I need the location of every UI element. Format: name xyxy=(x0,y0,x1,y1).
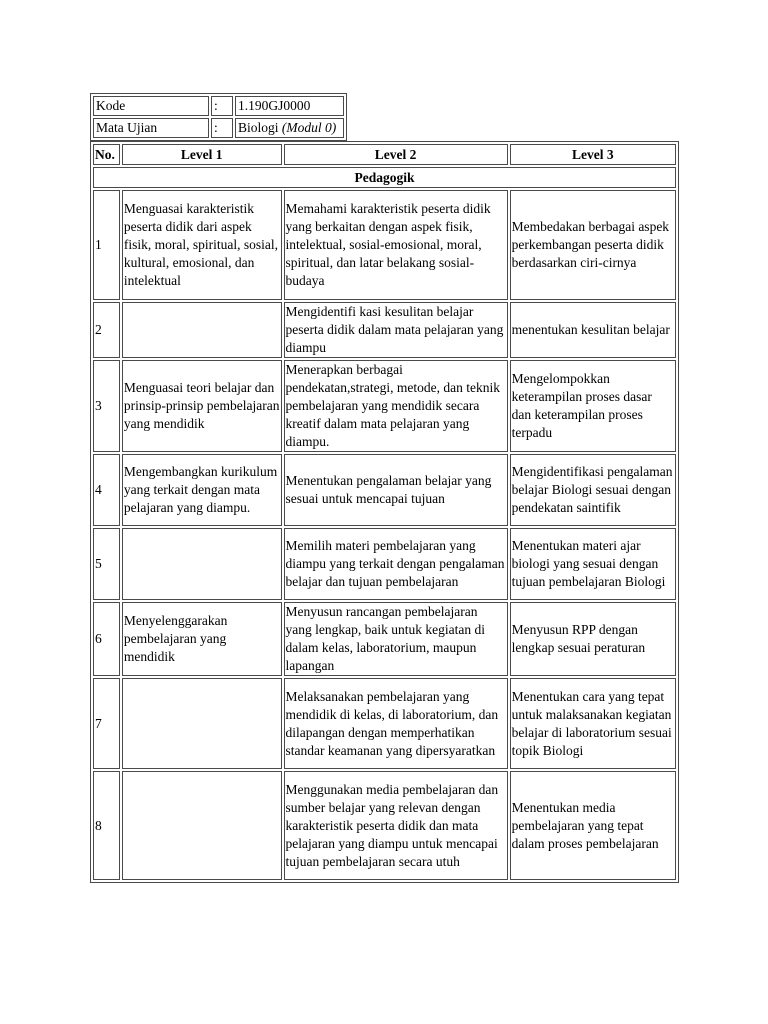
mata-ujian-label: Mata Ujian xyxy=(93,118,209,138)
level-2-cell: Menggunakan media pembelajaran dan sumber belajar yang relevan dengan karakteristik peserta didik dan mata pelajaran yang diampu untuk mencapai tujuan pembelajaran secara utuh xyxy=(284,771,508,880)
row-number: 8 xyxy=(93,771,120,880)
row-number: 6 xyxy=(93,602,120,676)
header-level-2: Level 2 xyxy=(284,144,508,165)
level-1-cell xyxy=(122,771,282,880)
meta-table xyxy=(90,93,347,141)
mata-ujian-value xyxy=(235,118,344,138)
level-1-cell: Menguasai teori belajar dan prinsip-prinsip pembelajaran yang mendidik xyxy=(122,360,282,452)
level-1-cell: Menguasai karakteristik peserta didik dari aspek fisik, moral, spiritual, sosial, kultural, emosional, dan intelektual xyxy=(122,190,282,300)
kode-colon: : xyxy=(211,96,233,116)
table-row xyxy=(93,771,676,880)
level-2-cell: Menerapkan berbagai pendekatan,strategi, metode, dan teknik pembelajaran yang mendidik secara kreatif dalam mata pelajaran yang diampu. xyxy=(284,360,508,452)
mata-ujian-module: (Modul 0) xyxy=(281,120,337,135)
level-2-cell: Menyusun rancangan pembelajaran yang lengkap, baik untuk kegiatan di dalam kelas, laboratorium, maupun lapangan xyxy=(284,602,508,676)
row-number: 5 xyxy=(93,528,120,600)
level-3-cell: Mengidentifikasi pengalaman belajar Biologi sesuai dengan pendekatan saintifik xyxy=(510,454,676,526)
meta-row-mata-ujian xyxy=(93,118,344,138)
level-1-cell xyxy=(122,678,282,769)
section-row xyxy=(93,167,676,188)
level-2-cell: Mengidentifi kasi kesulitan belajar peserta didik dalam mata pelajaran yang diampu xyxy=(284,302,508,358)
mata-ujian-subject: Biologi xyxy=(238,120,279,135)
header-no: No. xyxy=(93,144,120,165)
mata-ujian-colon: : xyxy=(211,118,233,138)
level-1-cell xyxy=(122,528,282,600)
section-pedagogik: Pedagogik xyxy=(93,167,676,188)
level-3-cell: menentukan kesulitan belajar xyxy=(510,302,676,358)
level-3-cell: Menyusun RPP dengan lengkap sesuai peraturan xyxy=(510,602,676,676)
kode-label: Kode xyxy=(93,96,209,116)
level-3-cell: Menentukan media pembelajaran yang tepat dalam proses pembelajaran xyxy=(510,771,676,880)
meta-row-kode xyxy=(93,96,344,116)
level-1-cell xyxy=(122,302,282,358)
level-3-cell: Menentukan cara yang tepat untuk malaksanakan kegiatan belajar di laboratorium sesuai topik Biologi xyxy=(510,678,676,769)
kode-value: 1.190GJ0000 xyxy=(235,96,344,116)
level-2-cell: Menentukan pengalaman belajar yang sesuai untuk mencapai tujuan xyxy=(284,454,508,526)
row-number: 2 xyxy=(93,302,120,358)
table-row xyxy=(93,678,676,769)
table-row xyxy=(93,528,676,600)
level-3-cell: Menentukan materi ajar biologi yang sesuai dengan tujuan pembelajaran Biologi xyxy=(510,528,676,600)
table-row xyxy=(93,360,676,452)
level-1-cell: Menyelenggarakan pembelajaran yang mendidik xyxy=(122,602,282,676)
row-number: 1 xyxy=(93,190,120,300)
level-2-cell: Memilih materi pembelajaran yang diampu yang terkait dengan pengalaman belajar dan tujuan pembelajaran xyxy=(284,528,508,600)
row-number: 4 xyxy=(93,454,120,526)
table-row xyxy=(93,190,676,300)
competency-table xyxy=(90,141,679,883)
level-3-cell: Membedakan berbagai aspek perkembangan peserta didik berdasarkan ciri-cirnya xyxy=(510,190,676,300)
row-number: 3 xyxy=(93,360,120,452)
level-2-cell: Memahami karakteristik peserta didik yang berkaitan dengan aspek fisik, intelektual, sosial-emosional, moral, spiritual, dan latar belakang sosial- budaya xyxy=(284,190,508,300)
header-level-1: Level 1 xyxy=(122,144,282,165)
level-1-cell: Mengembangkan kurikulum yang terkait dengan mata pelajaran yang diampu. xyxy=(122,454,282,526)
level-3-cell: Mengelompokkan keterampilan proses dasar dan keterampilan proses terpadu xyxy=(510,360,676,452)
level-2-cell: Melaksanakan pembelajaran yang mendidik di kelas, di laboratorium, dan dilapangan dengan memperhatikan standar keamanan yang dipersyaratkan xyxy=(284,678,508,769)
table-row xyxy=(93,302,676,358)
table-row xyxy=(93,602,676,676)
table-row xyxy=(93,454,676,526)
header-level-3: Level 3 xyxy=(510,144,676,165)
table-header-row xyxy=(93,144,676,165)
row-number: 7 xyxy=(93,678,120,769)
